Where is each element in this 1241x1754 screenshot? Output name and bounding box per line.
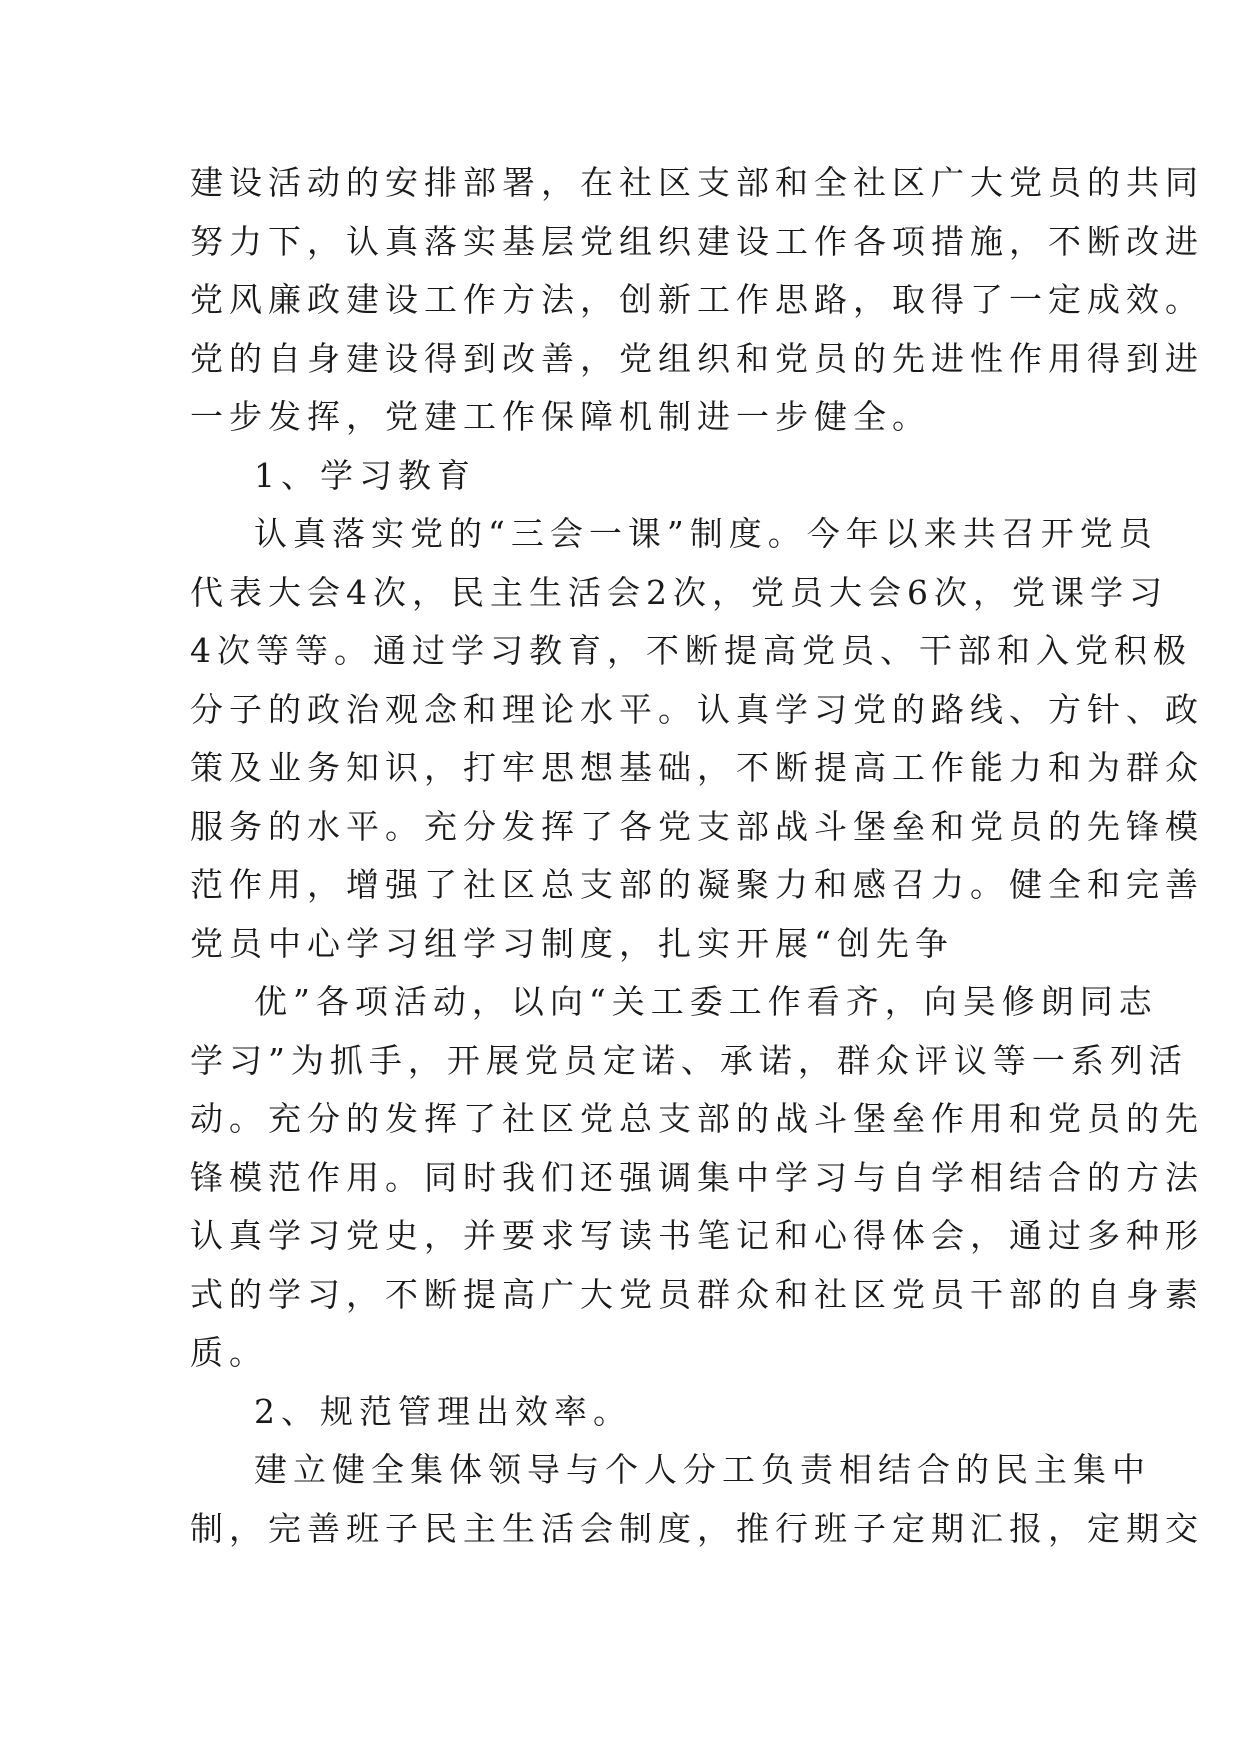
body-line: 党风廉政建设工作方法，创新工作思路，取得了一定成效。 <box>190 280 1204 319</box>
body-line: 优”各项活动，以向“关工委工作看齐，向吴修朗同志 <box>254 982 1158 1021</box>
body-line: 质。 <box>190 1333 268 1372</box>
body-line: 动。充分的发挥了社区党总支部的战斗堡垒作用和党员的先 <box>190 1099 1204 1138</box>
body-line: 建立健全集体领导与个人分工负责相结合的民主集中 <box>254 1450 1151 1489</box>
body-line: 努力下，认真落实基层党组织建设工作各项措施，不断改进 <box>190 221 1204 261</box>
body-line: 认真学习党史，并要求写读书笔记和心得体会，通过多种形 <box>190 1216 1204 1255</box>
body-line: 服务的水平。充分发挥了各党支部战斗堡垒和党员的先锋模 <box>190 806 1204 846</box>
body-line: 学习”为抓手，开展党员定诺、承诺，群众评议等一系列活 <box>190 1040 1188 1080</box>
section-heading: 1、学习教育 <box>254 455 476 495</box>
body-line: 锋模范作用。同时我们还强调集中学习与自学相结合的方法 <box>190 1157 1204 1197</box>
body-line: 建设活动的安排部署，在社区支部和全社区广大党员的共同 <box>190 163 1204 202</box>
body-line: 一步发挥，党建工作保障机制进一步健全。 <box>190 397 931 436</box>
body-line: 范作用，增强了社区总支部的凝聚力和感召力。健全和完善 <box>190 865 1204 904</box>
body-line: 分子的政治观念和理论水平。认真学习党的路线、方针、政 <box>190 689 1204 729</box>
body-line: 认真落实党的“三会一课”制度。今年以来共召开党员 <box>254 514 1158 553</box>
body-line: 党的自身建设得到改善，党组织和党员的先进性作用得到进 <box>190 338 1204 378</box>
body-line: 策及业务知识，打牢思想基础，不断提高工作能力和为群众 <box>190 748 1204 787</box>
body-line: 党员中心学习组学习制度，扎实开展“创先争 <box>190 923 954 963</box>
document-body <box>190 154 1204 1558</box>
body-line: 制，完善班子民主生活会制度，推行班子定期汇报，定期交 <box>190 1508 1204 1548</box>
body-line: 式的学习，不断提高广大党员群众和社区党员干部的自身素 <box>190 1274 1204 1314</box>
body-line: 4次等等。通过学习教育，不断提高党员、干部和入党积极 <box>190 631 1192 670</box>
section-heading: 2、规范管理出效率。 <box>254 1391 632 1431</box>
body-line: 代表大会4次，民主生活会2次，党员大会6次，党课学习 <box>190 572 1168 612</box>
